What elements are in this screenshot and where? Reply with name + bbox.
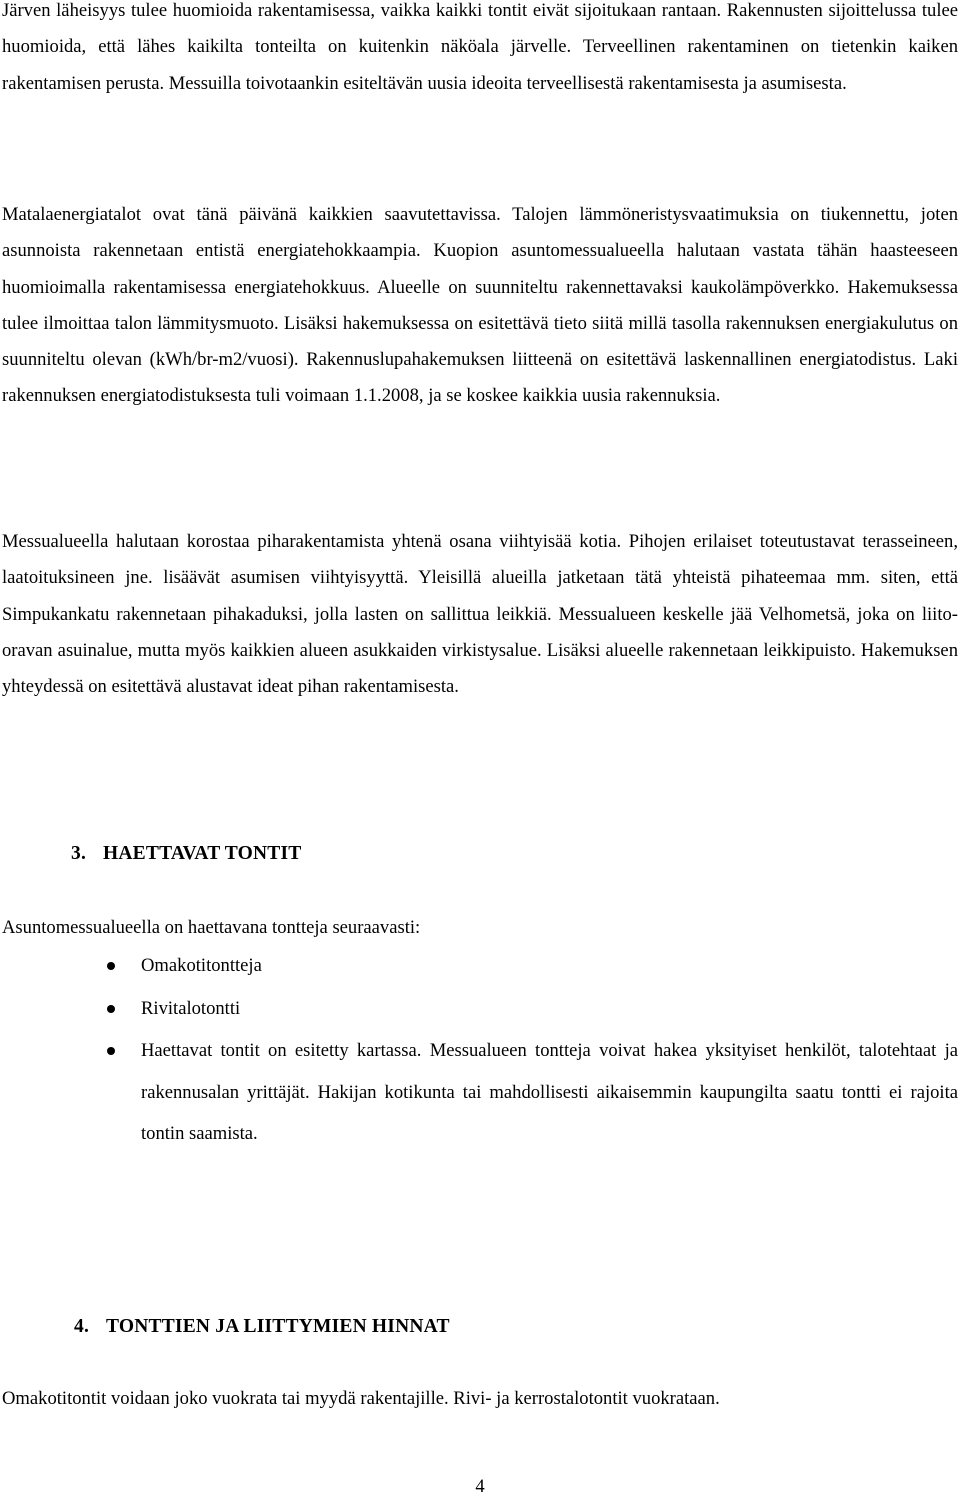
- section-4-number: 4.: [74, 1316, 90, 1337]
- section-4-text: Omakotitontit voidaan joko vuokrata tai myydä rakentajille. Rivi- ja kerrostalotontit vuokrataan.: [2, 1388, 720, 1409]
- list-item: [0, 988, 958, 1031]
- bullet-icon: [107, 962, 115, 970]
- bullet-icon: [107, 1005, 115, 1013]
- page-number: 4: [475, 1476, 485, 1497]
- list-item: [0, 1030, 958, 1155]
- plot-types-list: [0, 945, 958, 1155]
- paragraph-yard-construction: Messualueella halutaan korostaa piharakentamista yhtenä osana viihtyisää kotia. Pihojen erilaiset toteutustavat terasseineen, laatoituksineen jne. lisäävät asumisen viihtyisyyttä. Yleisillä alueilla jatketaan tätä yhteistä pihateemaa mm. siten, että Simpukankatu rakennetaan pihakaduksi, jolla lasten on sallittua leikkiä. Messualueen keskelle jää Velhometsä, joka on liito-oravan asuinalue, mutta myös kaikkien alueen asukkaiden virkistysalue. Lisäksi alueelle rakennetaan leikkipuisto. Hakemuksen yhteydessä on esitettävä alustavat ideat pihan rakentamisesta.: [2, 531, 958, 698]
- list-item-text: Haettavat tontit on esitetty kartassa. Messualueen tontteja voivat hakea yksityiset henkilöt, talotehtaat ja rakennusalan yrittäjät. Hakijan kotikunta tai mahdollisesti aikaisemmin kaupungilta saatu tontti ei rajoita tontin saamista.: [141, 1040, 958, 1144]
- list-item: [0, 945, 958, 988]
- section-4-title: TONTTIEN JA LIITTYMIEN HINNAT: [106, 1316, 450, 1337]
- list-item-text: Omakotitontteja: [141, 955, 262, 976]
- bullet-icon: [107, 1047, 115, 1055]
- section-3-heading: [71, 842, 301, 866]
- section-3-number: 3.: [71, 843, 87, 864]
- list-item-text: Rivitalotontti: [141, 997, 241, 1019]
- section-4-heading: [74, 1315, 450, 1339]
- paragraph-lake-proximity: Järven läheisyys tulee huomioida rakentamisessa, vaikka kaikki tontit eivät sijoitukaan rantaan. Rakennusten sijoittelussa tulee huomioida, että lähes kaikilta tonteilta on kuitenkin näköala järvelle. Terveellinen rakentaminen on tietenkin kaiken rakentamisen perusta. Messuilla toivotaankin esiteltävän uusia ideoita terveellisestä rakentamisesta ja asumisesta.: [2, 0, 958, 94]
- section-3-title: HAETTAVAT TONTIT: [103, 843, 302, 864]
- section-3-intro: Asuntomessualueella on haettavana tontteja seuraavasti:: [2, 917, 421, 938]
- paragraph-energy-efficiency: Matalaenergiatalot ovat tänä päivänä kaikkien saavutettavissa. Talojen lämmöneristysvaatimuksia on tiukennettu, joten asunnoista rakennetaan entistä energiatehokkaampia. Kuopion asuntomessualueella halutaan vastata tähän haasteeseen huomioimalla rakentamisessa energiatehokkuus. Alueelle on suunniteltu rakennettavaksi kaukolämpöverkko. Hakemuksessa tulee ilmoittaa talon lämmitysmuoto. Lisäksi hakemuksessa on esitettävä tieto siitä millä tasolla rakennuksen energiakulutus on suunniteltu olevan (kWh/br-m2/vuosi). Rakennuslupahakemuksen liitteenä on esitettävä laskennallinen energiatodistus. Laki rakennuksen energiatodistuksesta tuli voimaan 1.1.2008, ja se koskee kaikkia uusia rakennuksia.: [2, 204, 958, 407]
